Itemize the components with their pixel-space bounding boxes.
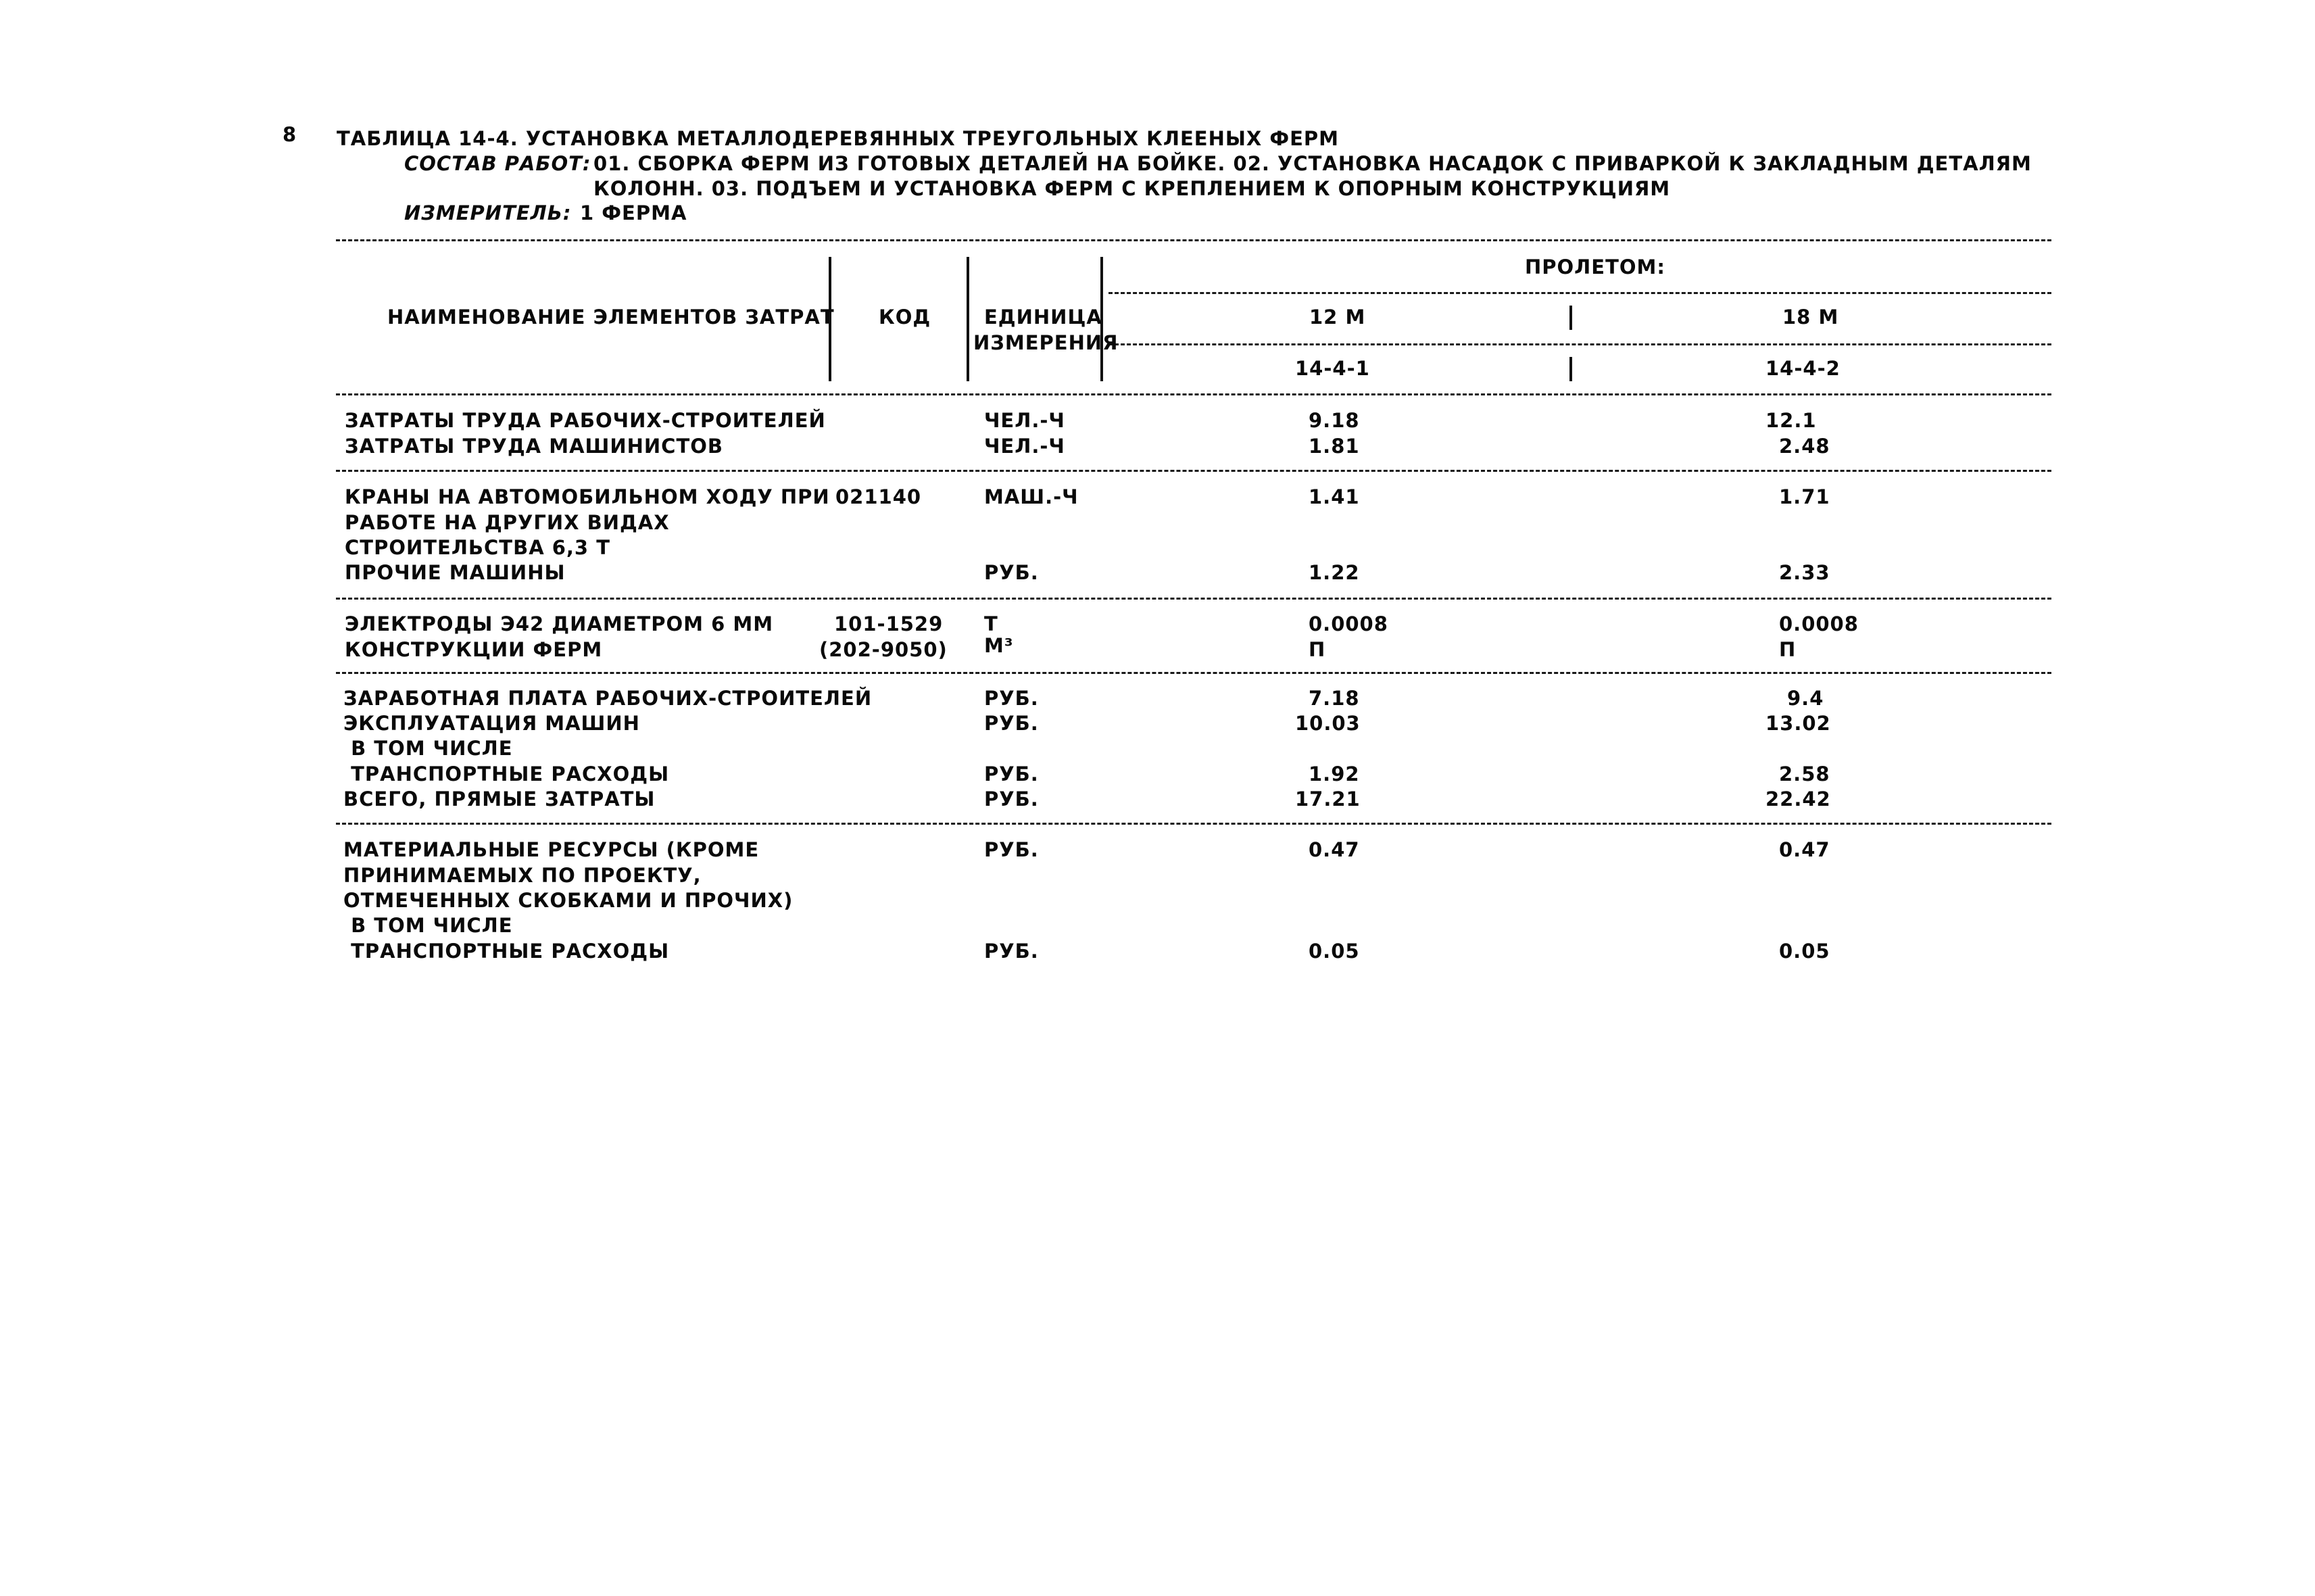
row-value-18m: П	[1779, 638, 1797, 661]
row-name: ПРОЧИЕ МАШИНЫ	[345, 561, 566, 584]
header-span-title: ПРОЛЕТОМ:	[1525, 256, 1665, 279]
row-unit: ЧЕЛ.-Ч	[984, 409, 1065, 432]
row-name: ЗАРАБОТНАЯ ПЛАТА РАБОЧИХ-СТРОИТЕЛЕЙ	[343, 687, 873, 710]
row-name: ЭЛЕКТРОДЫ Э42 ДИАМЕТРОМ 6 ММ	[345, 612, 774, 635]
header-unit-col-1: ЕДИНИЦА	[984, 306, 1102, 329]
page-number: 8	[283, 123, 297, 146]
row-unit: РУБ.	[984, 940, 1039, 963]
row-value-18m: 12.1	[1765, 409, 1817, 432]
row-unit: РУБ.	[984, 838, 1039, 861]
row-value-12m: 7.18	[1309, 687, 1360, 710]
composition-label: СОСТАВ РАБОТ:	[404, 152, 591, 175]
row-name: ЭКСПЛУАТАЦИЯ МАШИН	[343, 712, 640, 735]
header-divider-unit-left	[967, 257, 969, 381]
group-rule-2	[336, 598, 2051, 600]
header-code-14-4-1: 14-4-1	[1295, 357, 1370, 380]
row-value-12m: 17.21	[1295, 788, 1361, 811]
row-name: ВСЕГО, ПРЯМЫЕ ЗАТРАТЫ	[343, 788, 656, 811]
row-unit: МАШ.-Ч	[984, 485, 1079, 508]
row-value-12m: 0.05	[1309, 940, 1360, 963]
row-value-18m: 2.58	[1779, 763, 1830, 785]
row-value-18m: 2.33	[1779, 561, 1830, 584]
composition-line-1: 01. СБОРКА ФЕРМ ИЗ ГОТОВЫХ ДЕТАЛЕЙ НА БОЙКЕ. 02. УСТАНОВКА НАСАДОК С ПРИВАРКОЙ К ЗАКЛАДНЫМ ДЕТАЛЯМ	[593, 152, 2032, 175]
row-value-18m: 22.42	[1765, 788, 1831, 811]
header-name-col: НАИМЕНОВАНИЕ ЭЛЕМЕНТОВ ЗАТРАТ	[387, 306, 835, 329]
row-code: 021140	[835, 485, 922, 508]
header-bottom-rule	[336, 393, 2051, 395]
header-divider-span-1	[1569, 306, 1572, 330]
row-name: ТРАНСПОРТНЫЕ РАСХОДЫ	[343, 763, 670, 785]
composition-line-2: КОЛОНН. 03. ПОДЪЕМ И УСТАНОВКА ФЕРМ С КРЕПЛЕНИЕМ К ОПОРНЫМ КОНСТРУКЦИЯМ	[593, 177, 1671, 200]
row-value-12m: 1.92	[1309, 763, 1360, 785]
row-value-18m: 1.71	[1779, 485, 1830, 508]
row-name: ПРИНИМАЕМЫХ ПО ПРОЕКТУ,	[343, 864, 702, 887]
measure-value: 1 ФЕРМА	[580, 201, 687, 224]
row-name: РАБОТЕ НА ДРУГИХ ВИДАХ	[345, 511, 670, 534]
row-value-12m: 9.18	[1309, 409, 1360, 432]
row-name: ТРАНСПОРТНЫЕ РАСХОДЫ	[343, 940, 670, 963]
header-code-col: КОД	[879, 306, 931, 329]
row-unit: М³	[984, 634, 1014, 657]
row-value-12m: 0.47	[1309, 838, 1360, 861]
row-name: СТРОИТЕЛЬСТВА 6,3 Т	[345, 536, 610, 559]
row-value-18m: 0.0008	[1779, 612, 1859, 635]
row-value-18m: 0.47	[1779, 838, 1830, 861]
row-value-12m: 1.22	[1309, 561, 1360, 584]
row-value-18m: 2.48	[1779, 435, 1830, 458]
row-name: КОНСТРУКЦИИ ФЕРМ	[345, 638, 603, 661]
row-unit: РУБ.	[984, 712, 1039, 735]
row-name: ЗАТРАТЫ ТРУДА РАБОЧИХ-СТРОИТЕЛЕЙ	[345, 409, 826, 432]
row-name: КРАНЫ НА АВТОМОБИЛЬНОМ ХОДУ ПРИ	[345, 485, 830, 508]
row-value-12m: 0.0008	[1309, 612, 1388, 635]
span-subrule-1	[1108, 292, 2051, 294]
row-unit: РУБ.	[984, 687, 1039, 710]
row-name: В ТОМ ЧИСЛЕ	[343, 914, 513, 937]
row-value-18m: 9.4	[1787, 687, 1824, 710]
header-unit-col-2: ИЗМЕРЕНИЯ	[973, 331, 1119, 354]
group-rule-4	[336, 823, 2051, 825]
header-span-18: 18 М	[1782, 306, 1839, 329]
table-top-rule	[336, 239, 2051, 241]
header-code-14-4-2: 14-4-2	[1765, 357, 1841, 380]
row-value-12m: П	[1309, 638, 1326, 661]
row-name: ЗАТРАТЫ ТРУДА МАШИНИСТОВ	[345, 435, 723, 458]
row-unit: РУБ.	[984, 763, 1039, 785]
group-rule-3	[336, 672, 2051, 674]
row-value-12m: 10.03	[1295, 712, 1361, 735]
header-divider-span-2	[1569, 357, 1572, 381]
row-name: МАТЕРИАЛЬНЫЕ РЕСУРСЫ (КРОМЕ	[343, 838, 760, 861]
row-unit: Т	[984, 612, 998, 635]
row-name: В ТОМ ЧИСЛЕ	[343, 737, 513, 760]
header-span-12: 12 М	[1309, 306, 1366, 329]
row-unit: РУБ.	[984, 788, 1039, 811]
span-subrule-2	[1108, 343, 2051, 345]
row-code: (202-9050)	[819, 638, 948, 661]
row-code: 101-1529	[834, 612, 944, 635]
row-value-12m: 1.41	[1309, 485, 1360, 508]
row-value-12m: 1.81	[1309, 435, 1360, 458]
row-value-18m: 13.02	[1765, 712, 1831, 735]
row-value-18m: 0.05	[1779, 940, 1830, 963]
measure-label: ИЗМЕРИТЕЛЬ:	[404, 201, 572, 224]
row-name: ОТМЕЧЕННЫХ СКОБКАМИ И ПРОЧИХ)	[343, 889, 794, 912]
row-unit: РУБ.	[984, 561, 1039, 584]
row-unit: ЧЕЛ.-Ч	[984, 435, 1065, 458]
group-rule-1	[336, 470, 2051, 472]
table-title: ТАБЛИЦА 14-4. УСТАНОВКА МЕТАЛЛОДЕРЕВЯННЫХ ТРЕУГОЛЬНЫХ КЛЕЕНЫХ ФЕРМ	[337, 127, 1340, 150]
